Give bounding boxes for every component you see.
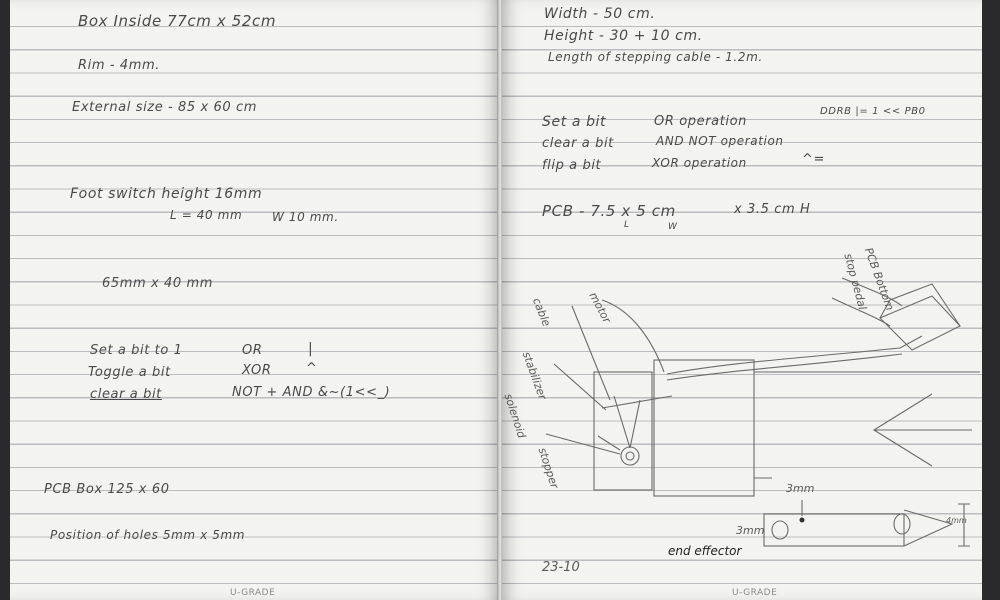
note-pcb-l-mark: L [624,220,630,230]
brand-logo-left: U-GRADE [230,588,276,598]
note-box-inside: Box Inside 77cm x 52cm [78,12,277,30]
note-height: Height - 30 + 10 cm. [544,28,703,44]
note-set-bit: Set a bit to 1 [90,343,183,358]
sketch-label-stabilizer: stabilizer [519,350,550,402]
note-set-bit-symbol: | [308,341,314,357]
sketch-end-effector [764,514,904,546]
note-foot-switch: Foot switch height 16mm [70,186,263,202]
note-stepping-cable: Length of stepping cable - 1.2m. [548,50,763,64]
note-clear-bit-op: NOT + AND &~(1<<_) [232,385,391,400]
note-toggle-bit: Toggle a bit [88,365,171,380]
note-flip-a-bit: flip a bit [542,158,602,173]
note-or-operation: OR operation [654,114,748,129]
note-and-not-operation: AND NOT operation [656,134,784,148]
sketch-board-outline [654,360,754,496]
sketch-label-motor: motor [586,290,614,326]
sketch-arrow [874,394,972,466]
note-pcb-box: PCB Box 125 x 60 [44,482,170,497]
note-65x40: 65mm x 40 mm [102,276,214,291]
note-pcb-w-mark: W [668,222,678,232]
note-toggle-bit-op: XOR [242,363,272,378]
sketch-label-stopper: stopper [535,446,561,490]
sketch-label-pcb-bottom: PCB Bottom [861,246,897,313]
note-foot-switch-width: W 10 mm. [272,210,339,224]
note-width: Width - 50 cm. [544,6,656,22]
note-foot-switch-length: L = 40 mm [170,208,243,222]
note-pcb-height: x 3.5 cm H [734,202,811,217]
sketch-label-solenoid: solenoid [502,392,529,440]
note-pcb-size: PCB - 7.5 x 5 cm [542,202,676,220]
note-external-size: External size - 85 x 60 cm [72,100,258,115]
sketch-label-4mm: 4mm [946,516,967,525]
note-xor-assign: ^= [802,152,825,167]
left-notebook-page [10,0,498,600]
note-toggle-bit-symbol: ^ [306,361,318,376]
note-ddrb-code: DDRB |= 1 << PB0 [820,106,926,117]
note-set-a-bit: Set a bit [542,114,607,130]
sketch-label-stop-pedal: stop pedal [841,252,869,312]
sketch-label-3mm-left: 3mm [736,524,765,537]
mechanism-sketch [502,0,982,600]
brand-logo-right: U-GRADE [732,588,778,598]
sketch-inner-frame [594,372,652,490]
sketch-label-end-effector: end effector [668,544,742,558]
note-set-bit-op: OR [242,343,263,358]
right-notebook-page [502,0,982,600]
sketch-label-date: 23-10 [542,560,580,575]
sketch-arm [667,336,922,374]
sketch-label-3mm-top: 3mm [786,482,815,495]
note-position-holes: Position of holes 5mm x 5mm [50,528,246,542]
sketch-solenoid [621,447,639,465]
note-clear-a-bit: clear a bit [542,136,614,151]
note-xor-operation: XOR operation [652,156,747,170]
note-clear-bit: clear a bit [90,387,162,402]
note-rim: Rim - 4mm. [78,58,160,73]
sketch-label-cable: cable [529,296,554,329]
